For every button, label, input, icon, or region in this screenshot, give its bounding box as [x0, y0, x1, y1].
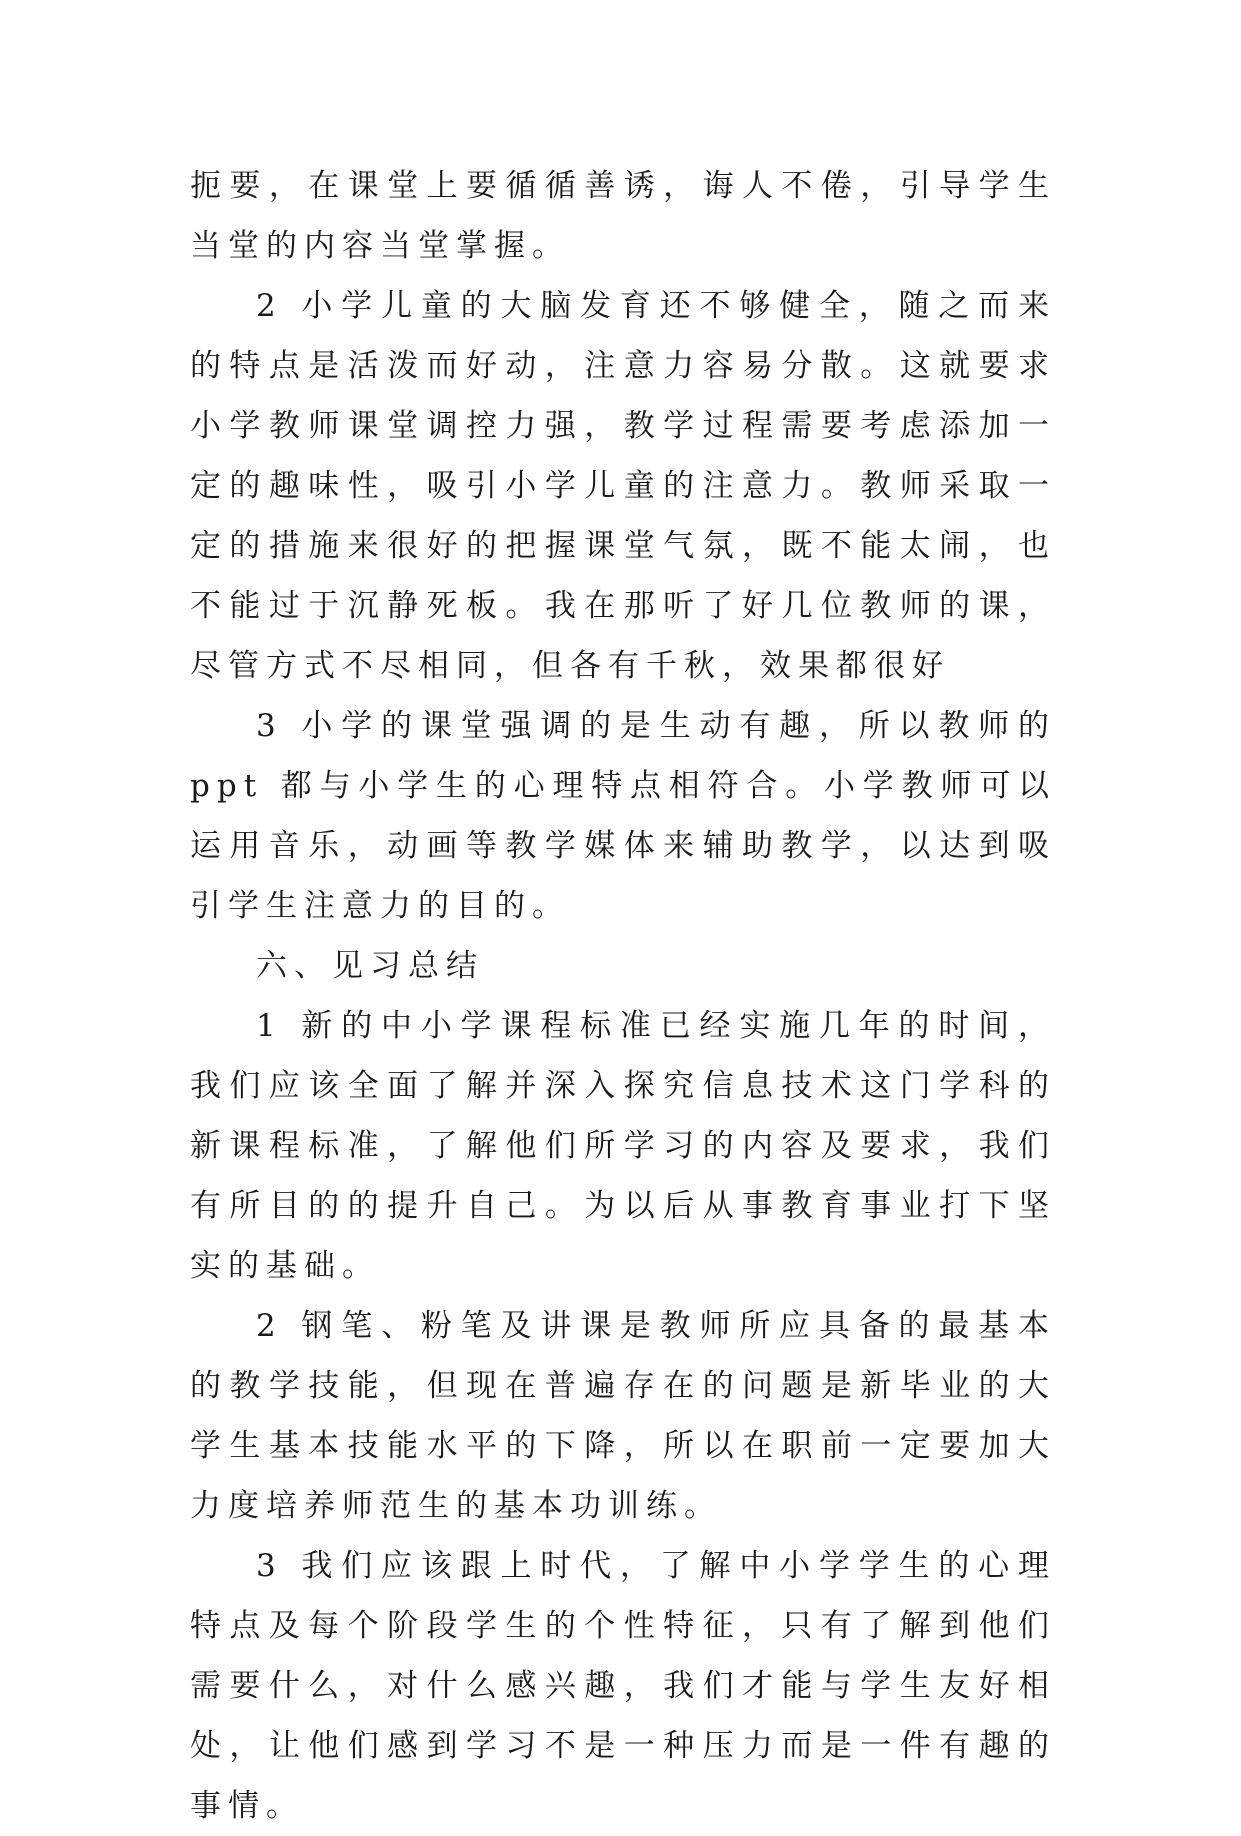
paragraph-summary-2-teaching-skills: 2 钢笔、粉笔及讲课是教师所应具备的最基本的教学技能，但现在普遍存在的问题是新毕业的大学生基本技能水平的下降，所以在职前一定要加大力度培养师范生的基本功训练。	[190, 1308, 1056, 1524]
paragraph-summary-3-student-psychology: 3 我们应该跟上时代，了解中小学学生的心理特点及每个阶段学生的个性特征，只有了解到他们需要什么，对什么感兴趣，我们才能与学生友好相处，让他们感到学习不是一种压力而是一件有趣的事情。	[190, 1548, 1056, 1824]
paragraph-continuation: 扼要，在课堂上要循循善诱，诲人不倦，引导学生当堂的内容当堂掌握。	[190, 168, 1056, 264]
document-body	[190, 156, 1056, 1836]
paragraph-point-3-lively-classroom: 3 小学的课堂强调的是生动有趣，所以教师的 ppt 都与小学生的心理特点相符合。小学教师可以运用音乐，动画等教学媒体来辅助教学，以达到吸引学生注意力的目的。	[190, 708, 1056, 924]
paragraph-summary-1-curriculum: 1 新的中小学课程标准已经实施几年的时间，我们应该全面了解并深入探究信息技术这门学科的新课程标准，了解他们所学习的内容及要求，我们有所目的的提升自己。为以后从事教育事业打下坚实的基础。	[190, 1008, 1056, 1284]
section-heading-summary: 六、见习总结	[256, 948, 484, 984]
paragraph-point-2-brain-development: 2 小学儿童的大脑发育还不够健全，随之而来的特点是活泼而好动，注意力容易分散。这就要求小学教师课堂调控力强，教学过程需要考虑添加一定的趣味性，吸引小学儿童的注意力。教师采取一定的措施来很好的把握课堂气氛，既不能太闹，也不能过于沉静死板。我在那听了好几位教师的课，尽管方式不尽相同，但各有千秋，效果都很好	[190, 288, 1056, 684]
